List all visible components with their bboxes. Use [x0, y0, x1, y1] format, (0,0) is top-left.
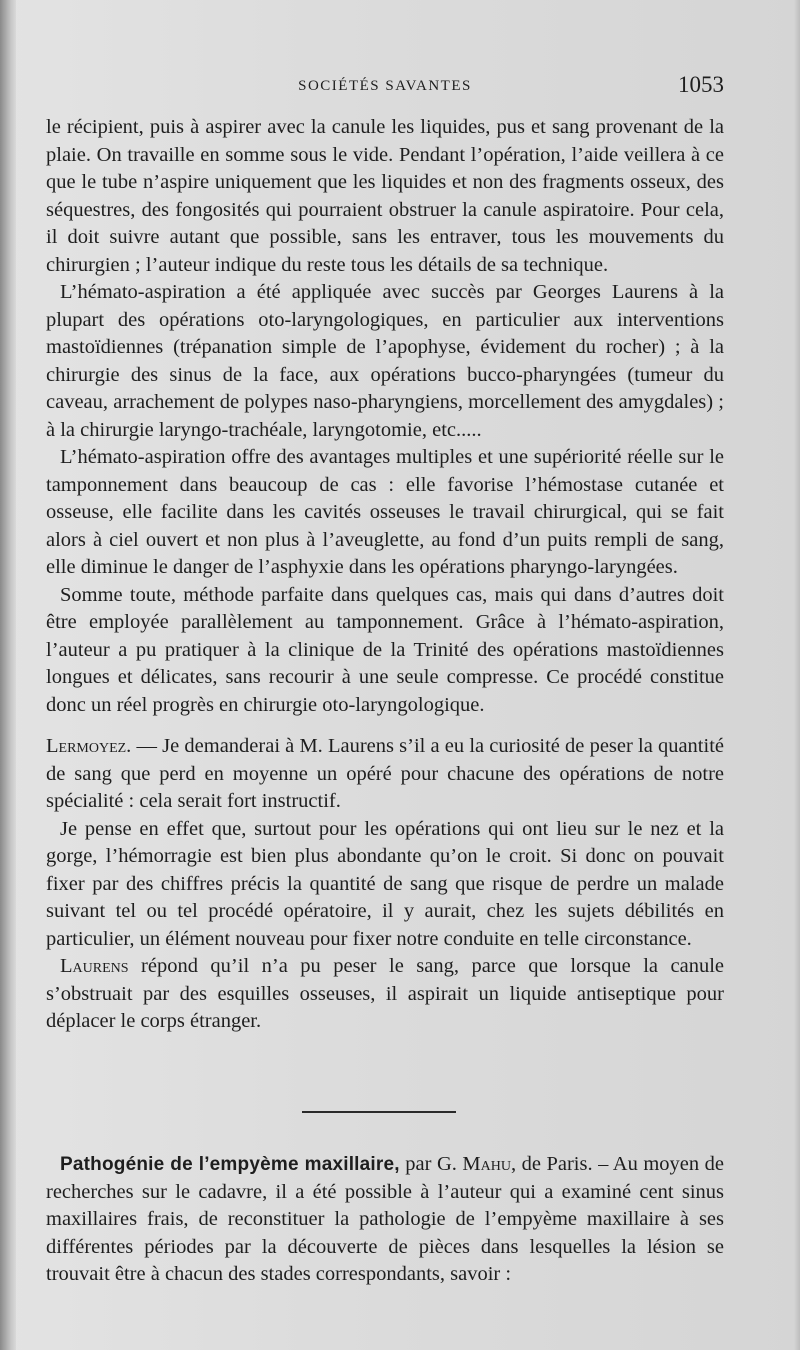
next-section	[46, 1151, 724, 1289]
author-name: Mahu	[462, 1153, 511, 1175]
speaker-name: Laurens	[60, 955, 129, 977]
section-divider	[302, 1111, 456, 1113]
paragraph-1: le récipient, puis à aspirer avec la canule les liquides, pus et sang provenant de la plaie. On travaille en somme sous le vide. Pendant l’opération, l’aide veillera à ce que le tube n’aspire uniquement que les liquides et non des fragments osseux, des séquestres, des fongosités qui pourraient obstruer la canule aspiratoire. Pour cela, il doit suivre autant que possible, sans les entraver, tous les mouvements du chirurgien ; l’auteur indique du reste tous les détails de sa technique.	[46, 116, 724, 276]
page-binding-shadow	[0, 0, 16, 1350]
byline-post: , de Paris. –	[510, 1153, 609, 1175]
discussion-lermoyez	[46, 733, 724, 816]
speaker-name: Lermoyez.	[46, 735, 132, 757]
paragraph-2: L’hémato-aspiration a été appliquée avec succès par Georges Laurens à la plupart des opérations oto-laryngologiques, en particulier aux interventions mastoïdiennes (trépanation simple de l’apophyse, évidement du rocher) ; à la chirurgie des sinus de la face, aux opérations bucco-pharyngées (tumeur du caveau, arrachement de polypes naso-pharyngiens, morcellement des amygdales) ; à la chirurgie laryngo-trachéale, laryngotomie, etc.....	[46, 281, 724, 441]
running-head	[46, 72, 724, 102]
page-number: 1053	[678, 72, 724, 97]
running-head-title: SOCIÉTÉS SAVANTES	[298, 78, 472, 94]
paragraph-3: L’hémato-aspiration offre des avantages multiples et une supériorité réelle sur le tamponnement dans beaucoup de cas : elle favorise l’hémostase cutanée et osseuse, elle facilite dans les cavités osseuses le travail chirurgical, qui se fait alors à ciel ouvert et non plus à l’aveuglette, au fond d’un puits rempli de sang, elle diminue le danger de l’asphyxie dans les opérations pharyngo-laryngées.	[46, 446, 724, 578]
page-edge	[794, 0, 800, 1350]
paragraph-4: Somme toute, méthode parfaite dans quelques cas, mais qui dans d’autres doit être employée parallèlement au tamponnement. Grâce à l’hémato-aspiration, l’auteur a pu pratiquer à la clinique de la Trinité des opérations mastoïdiennes longues et délicates, sans recourir à une seule compresse. Ce procédé constitue donc un réel progrès en chirurgie oto-laryngologique.	[46, 583, 724, 716]
section-text: Au moyen de recherches sur le cadavre, il a été possible à l’auteur qui a examiné cent sinus maxillaires frais, de reconstituer la pathologie de l’empyème maxillaire à ses différentes périodes par la découverte de pièces dans lesquelles la lésion se trouvait être à chacun des stades correspondants, savoir :	[46, 1153, 724, 1285]
discussion-lermoyez-cont: Je pense en effet que, surtout pour les opérations qui ont lieu sur le nez et la gorge, l’hémorragie est bien plus abondante qu’on le croit. Si donc on pouvait fixer par des chiffres précis la quantité de sang que risque de perdre un malade suivant tel ou tel procédé opératoire, il y aurait, chez les sujets débilités en particulier, un élément nouveau pour fixer notre conduite en telle circonstance.	[46, 817, 724, 950]
discussion-laurens	[46, 953, 724, 1036]
body-text	[46, 114, 724, 1036]
byline-pre: par G.	[399, 1153, 463, 1175]
section-heading: Pathogénie de l’empyème maxillaire,	[60, 1154, 400, 1175]
speaker-text: répond qu’il n’a pu peser le sang, parce que lorsque la canule s’obstruait par des esquilles osseuses, il aspirait un liquide antiseptique pour déplacer le corps étranger.	[46, 955, 724, 1032]
section-paragraph	[46, 1151, 724, 1289]
speaker-text: — Je demanderai à M. Laurens s’il a eu la curiosité de peser la quantité de sang que perd en moyenne un opéré pour chacune des opérations de notre spécialité : cela serait fort instructif.	[46, 735, 724, 812]
